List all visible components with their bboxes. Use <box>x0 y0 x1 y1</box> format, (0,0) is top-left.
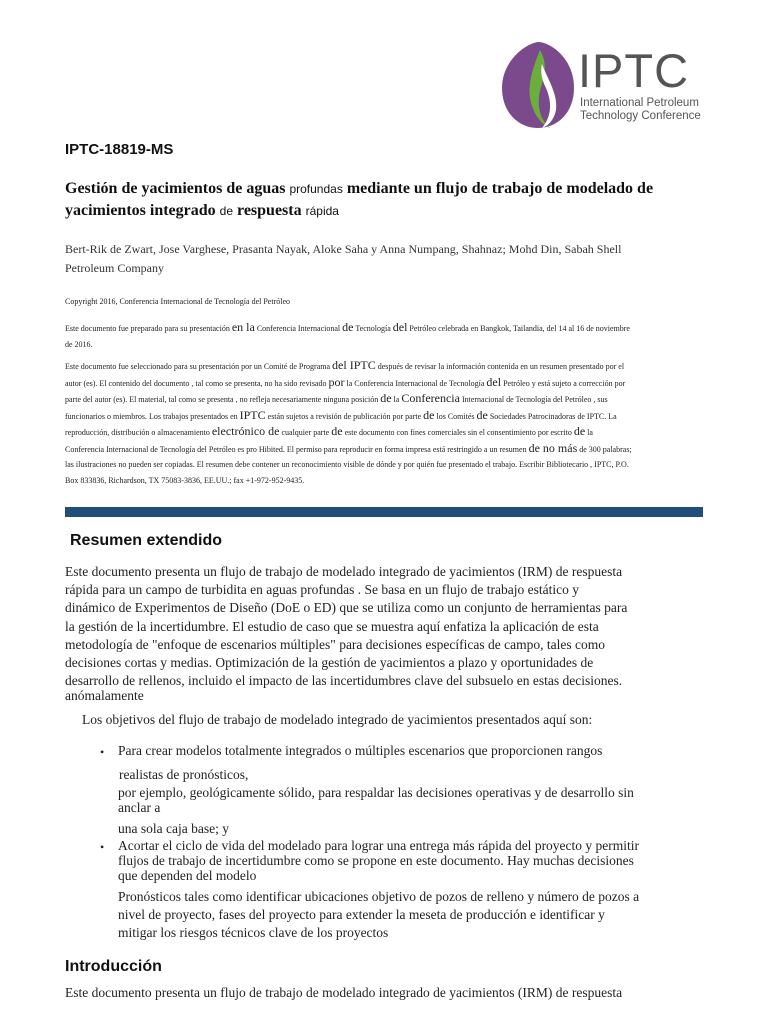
bullet-line: una sola caja base; y <box>118 821 229 836</box>
notice-text: Petróleo celebrada en Bangkok, Tailandia, del 14 al 16 de noviembre <box>409 324 630 333</box>
notice-text: de <box>476 407 488 422</box>
notice-text: autor (es). El contenido del documento , tal como se presenta, no ha sido revisado <box>65 378 327 388</box>
title-part: respuesta <box>237 202 302 219</box>
notice-text: parte del autor (es). El material, tal como se presenta , no refleja necesariamente ninguna posición <box>65 395 379 404</box>
notice-text: Conferencia <box>401 391 460 405</box>
logo-subtitle <box>580 97 701 123</box>
bullet-line: mitigar los riesgos técnicos clave de los proyectos <box>118 925 389 940</box>
copyright-notice: Copyright 2016, Conferencia Internacional de Tecnología del Petróleo <box>65 297 290 306</box>
notice-text: cualquier parte <box>281 428 330 437</box>
section-heading-introduccion: Introducción <box>65 958 162 975</box>
notice-text: del IPTC <box>332 358 376 372</box>
notice-text: de <box>380 391 392 405</box>
notice-text: Conferencia Internacional <box>256 324 341 333</box>
paragraph-line: metodología de "enfoque de escenarios múltiples" para decisiones específicas de campo, tales como <box>65 636 605 652</box>
notice-text: los Comités <box>436 411 475 421</box>
notice-text: Conferencia Internacional de Tecnología del Petróleo es pro Hibited. El permiso para reproducir en forma impresa está restringido a un resumen <box>65 444 527 454</box>
notice-text: del <box>486 374 502 389</box>
bullet-line: Para crear modelos totalmente integrados o múltiples escenarios que proporcionen rangos <box>118 743 603 758</box>
notice-text: la <box>393 395 400 404</box>
title-part: profundas <box>289 182 343 196</box>
prepared-notice <box>65 320 710 352</box>
paragraph-line: anómalamente <box>65 688 144 704</box>
iptc-logo <box>498 40 708 130</box>
bullet-line: flujos de trabajo de incertidumbre como se propone en este documento. Hay muchas decisiones <box>118 853 634 868</box>
notice-text: están sujetos a revisión de publicación por parte <box>267 411 422 421</box>
bullet-icon: • <box>100 745 105 759</box>
paragraph-line: decisiones cortas y medias. Optimización de la gestión de yacimientos a plazo y oportunidades de <box>65 655 594 671</box>
paragraph-line: dinámico de Experimentos de Diseño (DoE o ED) que se utiliza como un conjunto de herramientas para <box>65 600 628 616</box>
notice-text: las ilustraciones no pueden ser copiadas. El resumen debe contener un reconocimiento visible de dónde y por quién fue presentado el trabajo. Escribir Bibliotecario , IPTC, P.O. <box>65 460 629 469</box>
author-line: Bert-Rik de Zwart, Jose Varghese, Prasanta Nayak, Aloke Saha y Anna Numpang, Shahnaz; Mohd Din, Sabah Shell <box>65 242 622 256</box>
notice-text: del <box>392 320 408 334</box>
notice-text: de <box>331 424 343 438</box>
bullet-line: realistas de pronósticos, <box>119 767 249 782</box>
bullet-line: Acortar el ciclo de vida del modelado para lograr una entrega más rápida del proyecto y permitir <box>118 838 640 853</box>
notice-text: de <box>342 320 354 334</box>
notice-text: por <box>328 374 345 389</box>
notice-text: reproducción, distribución o almacenamiento <box>65 428 210 437</box>
bullet-item-1 <box>118 743 714 836</box>
notice-text: Sociedades Patrocinadoras de IPTC. La <box>489 411 617 421</box>
paragraph-line: Este documento presenta un flujo de trabajo de modelado integrado de yacimientos (IRM) de respuesta <box>65 564 623 579</box>
notice-text: de no más <box>528 440 578 455</box>
notice-text: IPTC <box>239 407 266 422</box>
notice-text: la Conferencia Internacional de Tecnología <box>346 378 485 388</box>
notice-text: Este documento fue preparado para su presentación <box>65 324 230 333</box>
notice-text: de 2016. <box>65 339 93 349</box>
iptc-drop-icon <box>498 40 578 132</box>
section-heading-resumen: Resumen extendido <box>70 532 223 549</box>
notice-text: Tecnología <box>355 324 391 333</box>
paragraph-line: desarrollo de rellenos, incluido el impacto de las incertidumbres clave del subsuelo en estas decisiones. <box>65 673 623 689</box>
intro-paragraph-line: Este documento presenta un flujo de trabajo de modelado integrado de yacimientos (IRM) de respuesta <box>65 985 623 1000</box>
bullet-line: anclar a <box>118 800 161 815</box>
notice-text: este documento con fines comerciales sin el consentimiento por escrito <box>344 428 572 437</box>
selection-notice <box>65 358 710 488</box>
objectives-intro: Los objetivos del flujo de trabajo de modelado integrado de yacimientos presentados aquí son: <box>82 712 593 727</box>
title-part: mediante un flujo de trabajo de modelado de <box>346 180 654 197</box>
notice-text: Petróleo y está sujeto a corrección por <box>503 378 626 388</box>
paragraph-line: rápida para un campo de turbidita en aguas profundas . Se basa en un flujo de trabajo estático y <box>65 582 579 598</box>
notice-text: la <box>587 428 593 437</box>
notice-text: Box 833836, Richardson, TX 75083-3836, EE.UU.; fax +1-972-952-9435. <box>65 475 305 485</box>
bullet-line: que dependen del modelo <box>118 868 257 883</box>
bullet-line: nivel de proyecto, fases del proyecto para extender la meseta de producción e identificar y <box>118 907 605 922</box>
bullet-line: por ejemplo, geológicamente sólido, para respaldar las decisiones operativas y de desarrollo sin <box>118 785 634 800</box>
paragraph-line: la gestión de la incertidumbre. El estudio de caso que se muestra aquí enfatiza la aplicación de esta <box>65 618 599 634</box>
bullet-item-2 <box>118 838 714 942</box>
logo-wordmark: IPTC <box>578 44 690 97</box>
document-id: IPTC-18819-MS <box>65 141 174 158</box>
author-list <box>65 240 725 278</box>
notice-text: de <box>573 424 586 438</box>
notice-text: Internacional de Tecnología del Petróleo , sus <box>461 395 608 404</box>
notice-text: Este documento fue seleccionado para su presentación por un Comité de Programa <box>65 362 331 371</box>
title-part: rápida <box>305 204 339 218</box>
abstract-paragraph <box>65 563 713 702</box>
title-part: de <box>219 204 234 218</box>
notice-text: funcionarios o miembros. Los trabajos presentados en <box>65 411 238 421</box>
bullet-icon: • <box>100 840 105 854</box>
notice-text: después de revisar la información contenida en un resumen presentado por el <box>377 362 625 371</box>
notice-text: de <box>423 407 435 422</box>
notice-text: en la <box>231 320 255 334</box>
paper-title <box>65 178 725 222</box>
notice-text: de 300 palabras; <box>579 444 632 454</box>
logo-subtitle-line: Technology Conference <box>580 110 701 122</box>
title-part: Gestión de yacimientos de aguas <box>65 180 286 197</box>
bullet-line: Pronósticos tales como identificar ubicaciones objetivo de pozos de relleno y número de pozos a <box>118 889 640 904</box>
logo-subtitle-line: International Petroleum <box>580 97 699 109</box>
section-divider <box>65 507 703 517</box>
author-line: Petroleum Company <box>65 261 164 275</box>
notice-text: electrónico de <box>211 424 280 438</box>
title-part: yacimientos integrado <box>65 202 216 219</box>
